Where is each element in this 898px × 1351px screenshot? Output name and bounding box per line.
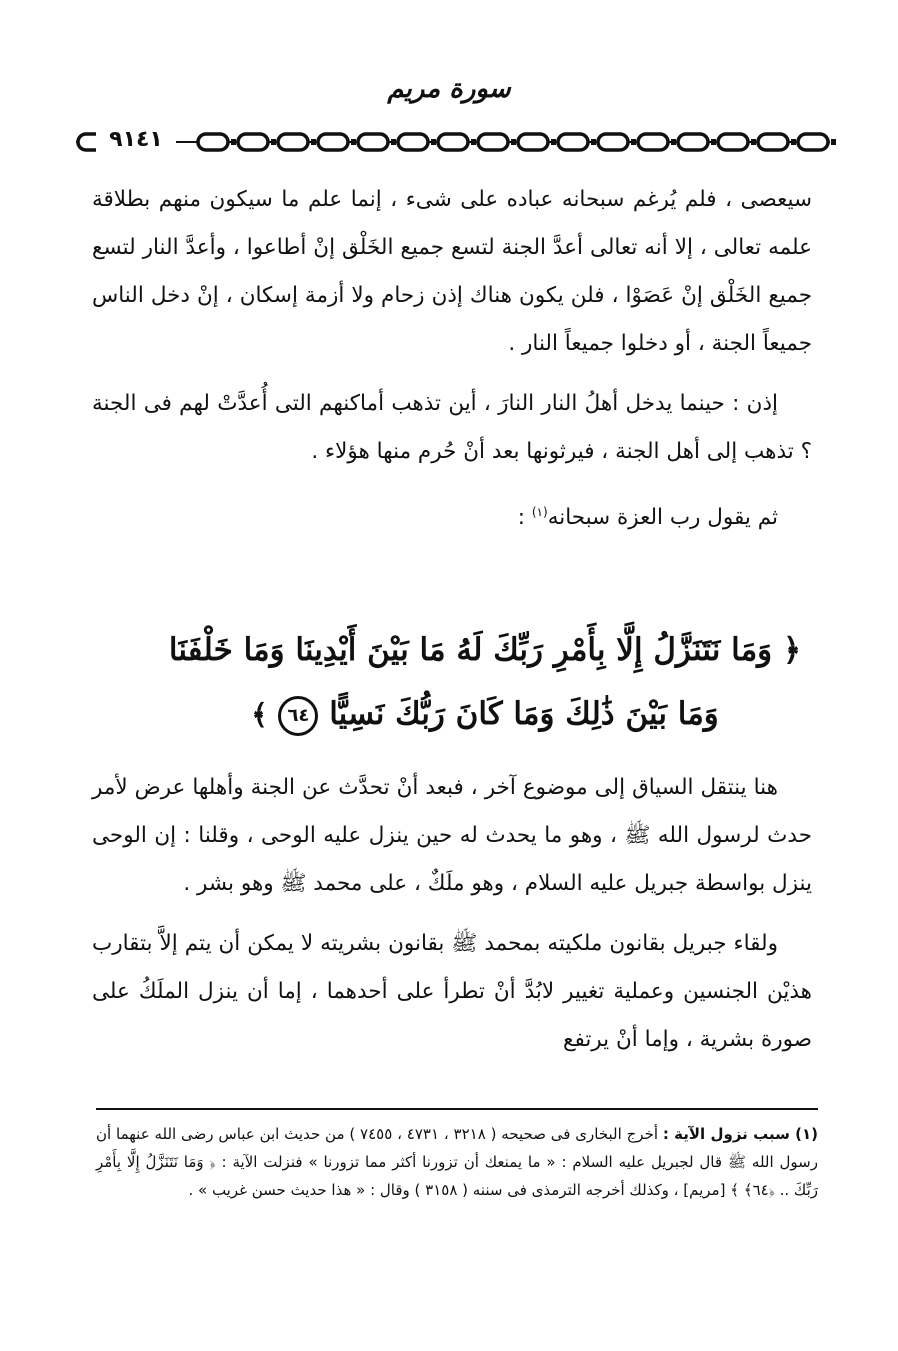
verse-close-bracket: ﴾ xyxy=(251,698,268,731)
surah-title: سورة مريم xyxy=(387,74,511,104)
paragraph-3-text: ثم يقول رب العزة سبحانه xyxy=(547,505,778,531)
chain-link xyxy=(278,134,308,150)
chain-joint xyxy=(351,139,356,145)
verse-line-2-text: وَمَا بَيْنَ ذَٰلِكَ وَمَا كَانَ رَبُّكَ نَسِيًّا xyxy=(329,696,719,732)
paragraph-5: ولقاء جبريل بقانون ملكيته بمحمد ﷺ بقانون بشريته لا يمكن أن يتم إلاَّ بتقارب هذيْن الجنسين وعملية تغيير لابُدَّ أنْ تطرأ على أحدهما ، إما أن ينزل الملَكُ على صورة بشرية ، وإما أنْ يرتفع xyxy=(92,931,812,1052)
chain-joint xyxy=(631,139,636,145)
header-ornament-rule xyxy=(68,130,838,154)
chain-joint xyxy=(391,139,396,145)
footnote-text xyxy=(96,1120,818,1204)
chain-link xyxy=(758,134,788,150)
main-text-top xyxy=(92,176,812,542)
paragraph-1: سيعصى ، فلم يُرغم سبحانه عباده على شىء ، إنما علم ما سيكون منهم بطلاقة علمه تعالى ، إلا أنه تعالى أعدَّ الجنة لتسع جميع الخَلْق إنْ أطاعوا ، وأعدَّ النار لتسع جميع الخَلْق إنْ عَصَوْا ، فلن يكون هناك إذن زحام ولا أزمة إسكان ، إنْ دخل الناس جميعاً الجنة ، أو دخلوا جميعاً النار . xyxy=(92,187,812,356)
footnote xyxy=(96,1120,818,1204)
chain-link xyxy=(358,134,388,150)
footnote-reference: (١) xyxy=(531,505,548,519)
chain-joint xyxy=(591,139,596,145)
verse-line-1: ﴿ وَمَا نَتَنَزَّلُ إِلَّا بِأَمْرِ رَبِّكَ لَهُ مَا بَيْنَ أَيْدِينَا وَمَا خَلْفَنَا xyxy=(168,632,802,668)
chain-joint xyxy=(431,139,436,145)
chain-link xyxy=(438,134,468,150)
paragraph-3-end: : xyxy=(517,505,532,531)
footnote-divider xyxy=(96,1108,818,1110)
chain-link xyxy=(718,134,748,150)
chain-link xyxy=(518,134,548,150)
paragraph-4: هنا ينتقل السياق إلى موضوع آخر ، فبعد أنْ تحدَّث عن الجنة وأهلها عرض لأمر حدث لرسول الله ﷺ ، وهو ما يحدث له حين ينزل عليه الوحى ، وقلنا : إن الوحى ينزل بواسطة جبريل عليه السلام ، وهو ملَكٌ ، على محمد ﷺ وهو بشر . xyxy=(92,775,812,896)
footnote-body: أخرج البخارى فى صحيحه ( ٣٢١٨ ، ٤٧٣١ ، ٧٤٥٥ ) من حديث ابن عباس رضى الله عنهما أن رسول الله ﷺ قال لجبريل عليه السلام : « ما يمنعك أن تزورنا أكثر مما تزورنا » فنزلت الآية : ﴿ وَمَا نَتَنَزَّلُ إِلَّا بِأَمْرِ رَبِّكَ .. ﴿٦٤﴾ ﴾ [مريم] ، وكذلك أخرجه الترمذى فى سننه ( ٣١٥٨ ) وقال : « هذا حديث حسن غريب » . xyxy=(96,1125,818,1199)
chain-link xyxy=(678,134,708,150)
chain-joint xyxy=(311,139,316,145)
chain-link xyxy=(198,134,228,150)
chain-joint xyxy=(511,139,516,145)
chain-link xyxy=(238,134,268,150)
chain-joint xyxy=(471,139,476,145)
chain-link xyxy=(558,134,588,150)
chain-link xyxy=(598,134,628,150)
chain-link xyxy=(798,134,828,150)
chain-joint xyxy=(831,139,836,145)
chain-link xyxy=(398,134,428,150)
main-text-bottom xyxy=(92,764,812,1064)
chain-link xyxy=(318,134,348,150)
quran-verse xyxy=(140,618,830,747)
paragraph-2: إذن : حينما يدخل أهلُ النار النارَ ، أين تذهب أماكنهم التى أُعدَّتْ لهم فى الجنة ؟ تذهب إلى أهل الجنة ، فيرثونها بعد أنْ حُرم منها هؤلاء . xyxy=(92,391,812,464)
chain-joint xyxy=(671,139,676,145)
chain-joint xyxy=(751,139,756,145)
verse-line-2 xyxy=(140,682,830,747)
chain-link xyxy=(638,134,668,150)
ayah-number-badge: ٦٤ xyxy=(278,696,318,736)
footnote-label: (١) سبب نزول الآية : xyxy=(662,1125,818,1143)
page-number: ٩١٤١ xyxy=(96,127,176,152)
chain-joint xyxy=(271,139,276,145)
chain-joint xyxy=(791,139,796,145)
paragraph-3 xyxy=(92,488,812,542)
chain-joint xyxy=(711,139,716,145)
chain-joint xyxy=(231,139,236,145)
chain-link xyxy=(478,134,508,150)
chain-joint xyxy=(551,139,556,145)
